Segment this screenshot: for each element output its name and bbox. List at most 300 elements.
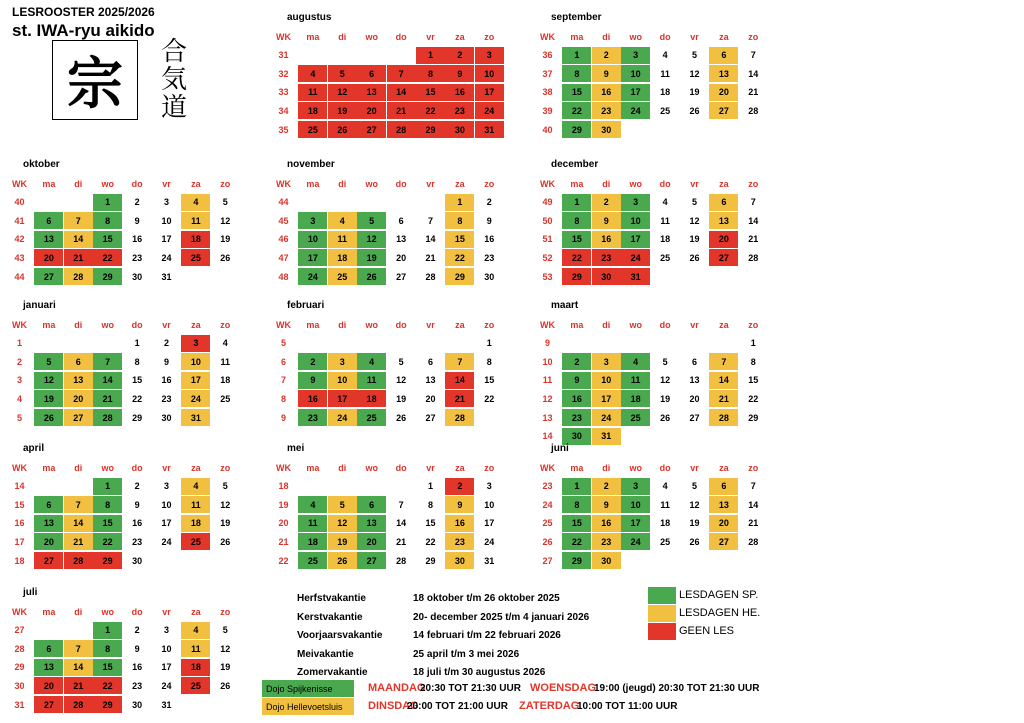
vacation-dates: 18 juli t/m 30 augustus 2026 bbox=[413, 667, 546, 678]
weekday-header: wo bbox=[101, 178, 114, 189]
day-cell bbox=[34, 622, 63, 639]
day-cell: 16 bbox=[592, 231, 621, 248]
day-cell: 12 bbox=[689, 215, 700, 226]
weekday-header: vr bbox=[162, 606, 171, 617]
day-cell: 10 bbox=[621, 496, 650, 513]
weekday-header: zo bbox=[484, 319, 495, 330]
day-cell: 21 bbox=[748, 87, 759, 98]
day-cell: 21 bbox=[748, 234, 759, 245]
day-cell: 10 bbox=[161, 215, 172, 226]
week-number: 53 bbox=[542, 271, 553, 282]
day-cell: 18 bbox=[357, 390, 386, 407]
day-cell bbox=[651, 121, 680, 138]
day-cell: 19 bbox=[660, 393, 671, 404]
day-cell: 29 bbox=[416, 121, 445, 138]
day-cell: 9 bbox=[592, 212, 621, 229]
day-cell: 5 bbox=[328, 496, 357, 513]
day-cell: 7 bbox=[445, 353, 474, 370]
weekday-header: di bbox=[338, 319, 347, 330]
day-cell: 18 bbox=[660, 234, 671, 245]
month-name: december bbox=[551, 159, 599, 170]
day-cell: 9 bbox=[134, 499, 140, 510]
day-cell: 26 bbox=[689, 536, 700, 547]
day-cell: 29 bbox=[562, 268, 591, 285]
week-number: 23 bbox=[542, 481, 553, 492]
day-cell: 8 bbox=[427, 499, 433, 510]
day-cell: 22 bbox=[484, 393, 495, 404]
day-cell: 3 bbox=[163, 197, 169, 208]
week-number: 48 bbox=[278, 271, 289, 282]
week-number: 10 bbox=[542, 356, 553, 367]
day-cell: 5 bbox=[34, 353, 63, 370]
day-cell bbox=[416, 194, 445, 211]
day-cell: 4 bbox=[181, 194, 210, 211]
week-number: 29 bbox=[14, 662, 25, 673]
weekday-header: vr bbox=[162, 462, 171, 473]
day-cell: 23 bbox=[592, 533, 621, 550]
day-cell: 28 bbox=[64, 696, 93, 713]
day-cell: 3 bbox=[328, 353, 357, 370]
day-cell: 17 bbox=[298, 249, 327, 266]
day-cell: 1 bbox=[562, 478, 591, 495]
weekday-header: wo bbox=[365, 319, 378, 330]
day-cell: 31 bbox=[475, 121, 504, 138]
day-cell: 27 bbox=[396, 271, 407, 282]
weekday-header: vr bbox=[162, 178, 171, 189]
day-cell: 27 bbox=[64, 409, 93, 426]
day-cell: 15 bbox=[748, 375, 759, 386]
day-cell: 21 bbox=[64, 677, 93, 694]
week-number: 7 bbox=[280, 375, 286, 386]
week-number: 31 bbox=[278, 50, 289, 61]
month-name: augustus bbox=[287, 12, 332, 23]
week-number: 51 bbox=[542, 234, 553, 245]
week-number: 44 bbox=[14, 271, 25, 282]
day-cell: 12 bbox=[660, 375, 671, 386]
day-cell bbox=[181, 696, 210, 713]
weekday-header: do bbox=[395, 31, 407, 42]
week-number: 13 bbox=[542, 412, 553, 423]
day-cell bbox=[298, 335, 327, 352]
day-cell bbox=[387, 335, 416, 352]
week-number: 9 bbox=[544, 338, 550, 349]
day-cell: 10 bbox=[484, 499, 495, 510]
day-cell: 14 bbox=[387, 84, 416, 101]
week-number: 5 bbox=[16, 412, 22, 423]
day-cell: 2 bbox=[445, 47, 474, 64]
day-cell: 29 bbox=[93, 696, 122, 713]
day-cell bbox=[562, 335, 591, 352]
vacation-dates: 14 februari t/m 22 februari 2026 bbox=[413, 630, 561, 641]
day-cell: 18 bbox=[621, 390, 650, 407]
day-cell: 14 bbox=[64, 515, 93, 532]
day-cell: 25 bbox=[298, 121, 327, 138]
weekday-header: zo bbox=[220, 606, 231, 617]
day-cell: 20 bbox=[709, 515, 738, 532]
day-cell: 1 bbox=[427, 481, 433, 492]
day-cell: 8 bbox=[445, 212, 474, 229]
weekday-header: zo bbox=[748, 462, 759, 473]
weekday-header: vr bbox=[426, 178, 435, 189]
day-cell: 1 bbox=[486, 338, 492, 349]
weekday-header: za bbox=[719, 319, 729, 330]
day-cell: 10 bbox=[298, 231, 327, 248]
day-cell: 22 bbox=[562, 533, 591, 550]
day-cell: 1 bbox=[93, 478, 122, 495]
kanji-3: 道 bbox=[160, 93, 187, 123]
weekday-header: wo bbox=[629, 462, 642, 473]
day-cell: 14 bbox=[709, 372, 738, 389]
weekday-header: di bbox=[602, 31, 611, 42]
month-name: april bbox=[23, 443, 45, 454]
week-number: 6 bbox=[280, 356, 286, 367]
day-cell: 5 bbox=[662, 356, 668, 367]
day-cell: 8 bbox=[93, 640, 122, 657]
day-cell: 24 bbox=[161, 536, 172, 547]
day-cell bbox=[328, 478, 357, 495]
weekday-header: do bbox=[395, 462, 407, 473]
day-cell bbox=[387, 478, 416, 495]
day-cell: 6 bbox=[357, 496, 386, 513]
day-cell: 22 bbox=[132, 393, 143, 404]
day-cell bbox=[64, 335, 93, 352]
weekday-header: za bbox=[719, 178, 729, 189]
weekday-header: za bbox=[719, 31, 729, 42]
dojo-label: Dojo Hellevoetsluis bbox=[262, 698, 354, 715]
day-cell: 20 bbox=[34, 533, 63, 550]
weekday-header: di bbox=[74, 606, 83, 617]
weekday-header: WK bbox=[540, 319, 555, 330]
day-cell: 8 bbox=[750, 356, 756, 367]
vacation-name: Herfstvakantie bbox=[297, 593, 366, 604]
day-cell bbox=[64, 622, 93, 639]
week-number: 39 bbox=[542, 105, 553, 116]
week-number: 21 bbox=[278, 536, 289, 547]
day-cell: 11 bbox=[660, 68, 670, 79]
day-cell: 9 bbox=[592, 496, 621, 513]
day-cell bbox=[387, 194, 416, 211]
month-name: februari bbox=[287, 300, 325, 311]
day-cell: 8 bbox=[486, 356, 492, 367]
day-cell: 7 bbox=[750, 50, 756, 61]
day-cell: 6 bbox=[357, 65, 386, 82]
day-cell: 20 bbox=[709, 231, 738, 248]
day-cell: 31 bbox=[592, 428, 621, 445]
day-cell: 1 bbox=[445, 194, 474, 211]
day-cell bbox=[651, 335, 680, 352]
day-cell: 22 bbox=[562, 102, 591, 119]
day-cell: 12 bbox=[357, 231, 386, 248]
weekday-header: za bbox=[191, 606, 201, 617]
day-cell: 25 bbox=[357, 409, 386, 426]
schedule-title: LESROOSTER 2025/2026 bbox=[12, 5, 155, 19]
week-number: 50 bbox=[542, 215, 553, 226]
day-cell bbox=[64, 478, 93, 495]
day-cell: 3 bbox=[621, 478, 650, 495]
day-cell: 11 bbox=[181, 212, 210, 229]
day-cell: 14 bbox=[93, 372, 122, 389]
week-number: 30 bbox=[14, 680, 25, 691]
week-number: 18 bbox=[14, 555, 25, 566]
day-cell bbox=[328, 194, 357, 211]
weekday-header: ma bbox=[570, 178, 584, 189]
day-cell: 25 bbox=[181, 249, 210, 266]
day-cell: 5 bbox=[691, 50, 697, 61]
week-number: 14 bbox=[542, 431, 553, 442]
day-cell: 14 bbox=[748, 68, 759, 79]
day-cell: 24 bbox=[484, 536, 495, 547]
week-number: 25 bbox=[542, 518, 553, 529]
day-cell bbox=[357, 478, 386, 495]
day-cell: 11 bbox=[621, 372, 650, 389]
week-number: 26 bbox=[542, 536, 553, 547]
day-cell bbox=[680, 335, 709, 352]
day-cell: 8 bbox=[562, 65, 591, 82]
day-cell: 9 bbox=[592, 65, 621, 82]
day-cell: 25 bbox=[621, 409, 650, 426]
day-cell: 12 bbox=[34, 372, 63, 389]
day-cell: 19 bbox=[689, 518, 700, 529]
day-cell: 24 bbox=[621, 533, 650, 550]
day-cell: 30 bbox=[132, 555, 143, 566]
day-cell bbox=[621, 552, 650, 569]
week-number: 34 bbox=[278, 105, 289, 116]
day-cell: 7 bbox=[64, 212, 93, 229]
day-cell: 15 bbox=[93, 515, 122, 532]
day-cell: 20 bbox=[34, 249, 63, 266]
day-cell: 4 bbox=[181, 622, 210, 639]
day-cell: 20 bbox=[357, 102, 386, 119]
day-cell bbox=[211, 268, 240, 285]
day-cell: 15 bbox=[132, 375, 143, 386]
day-cell: 22 bbox=[445, 249, 474, 266]
day-cell: 13 bbox=[709, 212, 738, 229]
vacation-name: Kerstvakantie bbox=[297, 611, 363, 623]
day-cell: 31 bbox=[161, 271, 172, 282]
month-name: januari bbox=[23, 300, 56, 311]
day-cell bbox=[621, 121, 650, 138]
weekday-header: ma bbox=[306, 319, 320, 330]
day-cell: 4 bbox=[621, 353, 650, 370]
day-cell: 27 bbox=[689, 412, 700, 423]
weekday-header: di bbox=[338, 178, 347, 189]
day-cell: 24 bbox=[621, 249, 650, 266]
day-cell: 16 bbox=[562, 390, 591, 407]
day-cell bbox=[211, 552, 240, 569]
day-cell bbox=[357, 335, 386, 352]
day-cell: 21 bbox=[64, 249, 93, 266]
day-cell: 27 bbox=[357, 552, 386, 569]
week-number: 52 bbox=[542, 252, 553, 263]
day-cell bbox=[680, 552, 709, 569]
day-cell: 28 bbox=[396, 555, 407, 566]
day-cell bbox=[181, 552, 210, 569]
month-name: juli bbox=[23, 587, 38, 598]
weekday-header: zo bbox=[220, 319, 231, 330]
day-cell: 27 bbox=[34, 696, 63, 713]
day-cell: 18 bbox=[181, 659, 210, 676]
month-name: mei bbox=[287, 443, 305, 454]
logo-glyph: 宗 bbox=[67, 51, 123, 117]
weekday-header: za bbox=[191, 178, 201, 189]
weekday-header: WK bbox=[12, 178, 27, 189]
weekday-header: ma bbox=[42, 462, 56, 473]
day-cell: 11 bbox=[181, 496, 210, 513]
training-time: 20:00 TOT 21:00 UUR bbox=[407, 701, 508, 712]
week-number: 35 bbox=[278, 124, 289, 135]
day-cell: 2 bbox=[592, 194, 621, 211]
day-cell: 26 bbox=[34, 409, 63, 426]
day-cell: 26 bbox=[220, 680, 231, 691]
day-cell: 15 bbox=[484, 375, 495, 386]
day-cell: 16 bbox=[445, 515, 474, 532]
day-cell: 30 bbox=[132, 271, 143, 282]
day-cell: 28 bbox=[64, 552, 93, 569]
day-cell: 6 bbox=[64, 353, 93, 370]
day-cell bbox=[328, 47, 357, 64]
week-number: 24 bbox=[542, 499, 553, 510]
week-number: 37 bbox=[542, 68, 553, 79]
day-cell bbox=[709, 552, 738, 569]
day-cell: 31 bbox=[181, 409, 210, 426]
day-cell: 7 bbox=[93, 353, 122, 370]
day-cell: 17 bbox=[621, 515, 650, 532]
day-cell: 7 bbox=[427, 215, 433, 226]
weekday-header: zo bbox=[220, 178, 231, 189]
week-number: 4 bbox=[16, 393, 22, 404]
weekday-header: ma bbox=[306, 31, 320, 42]
day-cell: 25 bbox=[328, 268, 357, 285]
week-number: 11 bbox=[542, 375, 553, 386]
day-cell: 26 bbox=[396, 412, 407, 423]
day-cell: 5 bbox=[357, 212, 386, 229]
day-cell bbox=[34, 335, 63, 352]
day-cell: 22 bbox=[93, 249, 122, 266]
day-cell: 4 bbox=[181, 478, 210, 495]
day-cell: 24 bbox=[475, 102, 504, 119]
day-cell: 4 bbox=[298, 65, 327, 82]
day-cell: 11 bbox=[298, 515, 327, 532]
weekday-header: di bbox=[74, 319, 83, 330]
day-cell: 9 bbox=[486, 215, 492, 226]
day-cell: 18 bbox=[220, 375, 231, 386]
day-cell: 10 bbox=[475, 65, 504, 82]
vacation-name: Zomervakantie bbox=[297, 667, 368, 678]
day-cell bbox=[680, 121, 709, 138]
day-cell: 5 bbox=[222, 481, 228, 492]
weekday-header: WK bbox=[540, 178, 555, 189]
week-number: 46 bbox=[278, 234, 289, 245]
day-cell: 13 bbox=[689, 375, 700, 386]
day-cell bbox=[298, 47, 327, 64]
day-cell bbox=[739, 552, 768, 569]
day-cell: 6 bbox=[709, 478, 738, 495]
day-cell: 9 bbox=[134, 643, 140, 654]
day-cell: 30 bbox=[592, 121, 621, 138]
day-cell bbox=[34, 478, 63, 495]
day-cell: 18 bbox=[181, 231, 210, 248]
day-cell: 29 bbox=[445, 268, 474, 285]
vacation-dates: 25 april t/m 3 mei 2026 bbox=[413, 648, 520, 660]
weekday-header: za bbox=[191, 319, 201, 330]
weekday-header: zo bbox=[484, 178, 495, 189]
day-cell: 3 bbox=[475, 47, 504, 64]
training-time: 19:00 (jeugd) 20:30 TOT 21:30 UUR bbox=[594, 683, 760, 694]
day-cell: 2 bbox=[486, 197, 492, 208]
training-day: DINSDAG bbox=[368, 700, 419, 712]
day-cell bbox=[680, 428, 709, 445]
day-cell: 17 bbox=[475, 84, 504, 101]
day-cell: 28 bbox=[64, 268, 93, 285]
day-cell: 24 bbox=[298, 268, 327, 285]
day-cell: 22 bbox=[562, 249, 591, 266]
day-cell: 20 bbox=[425, 393, 436, 404]
weekday-header: zo bbox=[748, 319, 759, 330]
day-cell: 30 bbox=[562, 428, 591, 445]
day-cell: 30 bbox=[484, 271, 495, 282]
legend-label: LESDAGEN SP. bbox=[679, 589, 759, 601]
day-cell: 5 bbox=[691, 481, 697, 492]
day-cell: 24 bbox=[328, 409, 357, 426]
weekday-header: zo bbox=[484, 462, 495, 473]
day-cell: 9 bbox=[562, 372, 591, 389]
week-number: 1 bbox=[16, 338, 22, 349]
week-number: 47 bbox=[278, 252, 289, 263]
weekday-header: ma bbox=[306, 178, 320, 189]
day-cell: 10 bbox=[181, 353, 210, 370]
day-cell: 6 bbox=[691, 356, 697, 367]
day-cell: 14 bbox=[425, 234, 436, 245]
weekday-header: ma bbox=[42, 178, 56, 189]
weekday-header: do bbox=[659, 462, 671, 473]
week-number: 5 bbox=[280, 338, 286, 349]
weekday-header: vr bbox=[690, 319, 699, 330]
day-cell: 8 bbox=[562, 496, 591, 513]
week-number: 40 bbox=[542, 124, 553, 135]
vacation-dates: 18 oktober t/m 26 oktober 2025 bbox=[413, 593, 560, 604]
day-cell: 26 bbox=[220, 252, 231, 263]
day-cell: 17 bbox=[621, 84, 650, 101]
day-cell bbox=[739, 268, 768, 285]
day-cell: 21 bbox=[425, 252, 436, 263]
legend-label: LESDAGEN HE. bbox=[679, 607, 761, 619]
day-cell: 11 bbox=[181, 640, 210, 657]
day-cell: 29 bbox=[748, 412, 759, 423]
day-cell bbox=[328, 335, 357, 352]
weekday-header: wo bbox=[365, 31, 378, 42]
week-number: 12 bbox=[542, 393, 553, 404]
weekday-header: di bbox=[74, 178, 83, 189]
club-name: st. IWA-ryu aikido bbox=[12, 21, 155, 40]
day-cell bbox=[64, 194, 93, 211]
weekday-header: wo bbox=[629, 319, 642, 330]
weekday-header: ma bbox=[306, 462, 320, 473]
day-cell bbox=[709, 335, 738, 352]
day-cell: 21 bbox=[387, 102, 416, 119]
week-number: 17 bbox=[14, 536, 25, 547]
weekday-header: WK bbox=[540, 31, 555, 42]
day-cell: 13 bbox=[64, 372, 93, 389]
day-cell: 28 bbox=[445, 409, 474, 426]
day-cell: 23 bbox=[161, 393, 172, 404]
day-cell: 11 bbox=[660, 215, 670, 226]
day-cell: 6 bbox=[34, 212, 63, 229]
weekday-header: WK bbox=[540, 462, 555, 473]
day-cell bbox=[357, 47, 386, 64]
day-cell: 17 bbox=[161, 518, 172, 529]
day-cell: 27 bbox=[34, 268, 63, 285]
day-cell: 27 bbox=[34, 552, 63, 569]
